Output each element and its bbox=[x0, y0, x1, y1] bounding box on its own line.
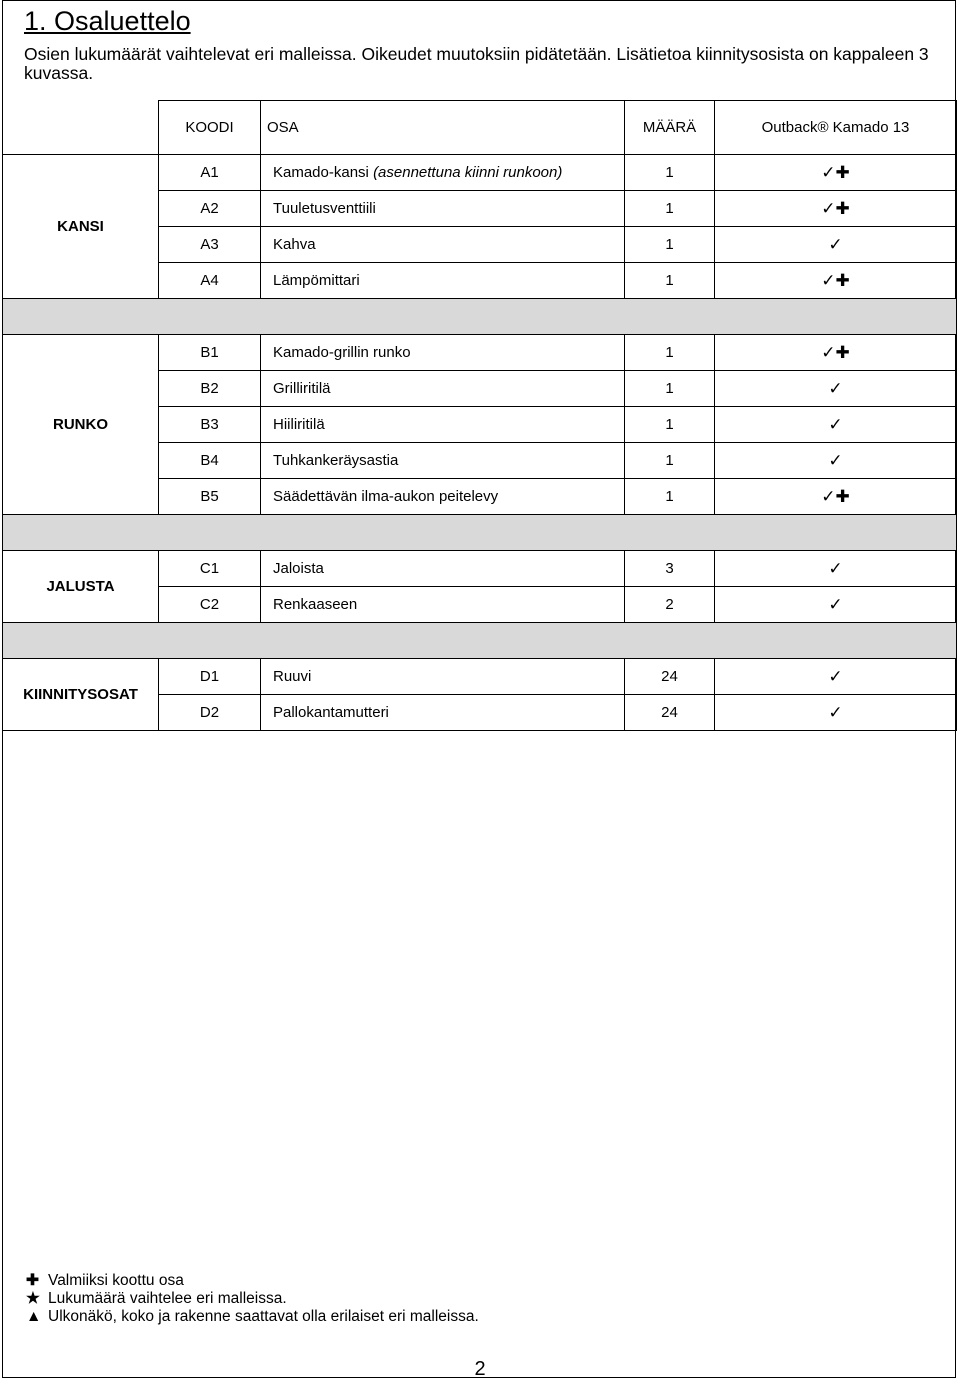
included-mark: ✓✚ bbox=[715, 479, 957, 515]
plus-icon: ✚ bbox=[26, 1272, 39, 1289]
part-quantity: 24 bbox=[625, 659, 715, 695]
part-name-cell bbox=[261, 227, 625, 263]
part-name-cell bbox=[261, 191, 625, 227]
included-mark: ✓✚ bbox=[715, 155, 957, 191]
parts-table bbox=[2, 100, 957, 731]
star-icon: ★ bbox=[26, 1290, 40, 1307]
included-mark: ✓ bbox=[715, 407, 957, 443]
group-separator bbox=[3, 515, 957, 551]
table-header-row bbox=[3, 101, 957, 155]
part-name-cell bbox=[261, 407, 625, 443]
group-label: RUNKO bbox=[3, 335, 159, 515]
part-quantity: 1 bbox=[625, 479, 715, 515]
part-code: A4 bbox=[159, 263, 261, 299]
part-code: B4 bbox=[159, 443, 261, 479]
part-name-cell bbox=[261, 371, 625, 407]
separator-cell bbox=[3, 515, 957, 551]
part-name-cell bbox=[261, 659, 625, 695]
part-name: Grilliritilä bbox=[273, 380, 331, 397]
included-mark: ✓✚ bbox=[715, 191, 957, 227]
page-number: 2 bbox=[474, 1358, 486, 1380]
part-quantity: 1 bbox=[625, 335, 715, 371]
part-name: Hiiliritilä bbox=[273, 416, 325, 433]
part-name: Ruuvi bbox=[273, 668, 312, 685]
legend-item bbox=[26, 1290, 479, 1308]
legend-item bbox=[26, 1272, 479, 1290]
part-name: Säädettävän ilma-aukon peitelevy bbox=[273, 488, 499, 505]
part-name: Pallokantamutteri bbox=[273, 704, 389, 721]
part-quantity: 3 bbox=[625, 551, 715, 587]
part-code: C2 bbox=[159, 587, 261, 623]
part-name-cell bbox=[261, 335, 625, 371]
part-code: B1 bbox=[159, 335, 261, 371]
part-code: A1 bbox=[159, 155, 261, 191]
header-group-cell bbox=[3, 101, 159, 155]
header-model: Outback® Kamado 13 bbox=[715, 101, 957, 155]
part-code: B3 bbox=[159, 407, 261, 443]
included-mark: ✓ bbox=[715, 659, 957, 695]
separator-cell bbox=[3, 623, 957, 659]
table-row bbox=[3, 335, 957, 371]
part-code: B2 bbox=[159, 371, 261, 407]
included-mark: ✓✚ bbox=[715, 335, 957, 371]
part-name-cell bbox=[261, 695, 625, 731]
part-name: Kamado-kansi bbox=[273, 164, 369, 181]
group-separator bbox=[3, 299, 957, 335]
included-mark: ✓ bbox=[715, 551, 957, 587]
part-name: Jaloista bbox=[273, 560, 324, 577]
part-note: (asennettuna kiinni runkoon) bbox=[373, 164, 563, 181]
part-name: Renkaaseen bbox=[273, 596, 358, 613]
header-part: OSA bbox=[261, 101, 625, 155]
part-quantity: 24 bbox=[625, 695, 715, 731]
included-mark: ✓ bbox=[715, 695, 957, 731]
group-separator bbox=[3, 623, 957, 659]
part-name-cell bbox=[261, 263, 625, 299]
table-row bbox=[3, 659, 957, 695]
included-mark: ✓✚ bbox=[715, 263, 957, 299]
part-quantity: 1 bbox=[625, 191, 715, 227]
legend bbox=[26, 1272, 479, 1326]
legend-text: Lukumäärä vaihtelee eri malleissa. bbox=[48, 1290, 287, 1307]
included-mark: ✓ bbox=[715, 587, 957, 623]
page-title: 1. Osaluettelo bbox=[24, 6, 191, 36]
legend-text: Valmiiksi koottu osa bbox=[48, 1272, 184, 1289]
intro-text: Osien lukumäärät vaihtelevat eri malleissa. Oikeudet muutoksiin pidätetään. Lisätietoa kiinnitysosista on kappaleen 3 kuvassa. bbox=[24, 44, 929, 83]
part-name-cell bbox=[261, 551, 625, 587]
part-name-cell bbox=[261, 155, 625, 191]
legend-item bbox=[26, 1308, 479, 1326]
part-name: Tuuletusventtiili bbox=[273, 200, 376, 217]
included-mark: ✓ bbox=[715, 371, 957, 407]
part-name-cell bbox=[261, 479, 625, 515]
part-name: Lämpömittari bbox=[273, 272, 360, 289]
part-code: D2 bbox=[159, 695, 261, 731]
group-label: JALUSTA bbox=[3, 551, 159, 623]
table-row bbox=[3, 551, 957, 587]
part-code: B5 bbox=[159, 479, 261, 515]
part-name: Tuhkankeräysastia bbox=[273, 452, 399, 469]
part-quantity: 1 bbox=[625, 227, 715, 263]
header-code: KOODI bbox=[159, 101, 261, 155]
included-mark: ✓ bbox=[715, 227, 957, 263]
included-mark: ✓ bbox=[715, 443, 957, 479]
group-label: KANSI bbox=[3, 155, 159, 299]
part-name: Kahva bbox=[273, 236, 316, 253]
header-quantity: MÄÄRÄ bbox=[625, 101, 715, 155]
legend-text: Ulkonäkö, koko ja rakenne saattavat olla erilaiset eri malleissa. bbox=[48, 1308, 479, 1325]
part-name: Kamado-grillin runko bbox=[273, 344, 411, 361]
part-quantity: 1 bbox=[625, 371, 715, 407]
part-code: C1 bbox=[159, 551, 261, 587]
part-quantity: 2 bbox=[625, 587, 715, 623]
part-quantity: 1 bbox=[625, 263, 715, 299]
part-code: D1 bbox=[159, 659, 261, 695]
group-label: KIINNITYSOSAT bbox=[3, 659, 159, 731]
part-name-cell bbox=[261, 587, 625, 623]
triangle-icon: ▲ bbox=[26, 1308, 42, 1325]
part-quantity: 1 bbox=[625, 155, 715, 191]
table-row bbox=[3, 155, 957, 191]
part-quantity: 1 bbox=[625, 407, 715, 443]
separator-cell bbox=[3, 299, 957, 335]
part-code: A2 bbox=[159, 191, 261, 227]
part-name-cell bbox=[261, 443, 625, 479]
part-quantity: 1 bbox=[625, 443, 715, 479]
part-code: A3 bbox=[159, 227, 261, 263]
